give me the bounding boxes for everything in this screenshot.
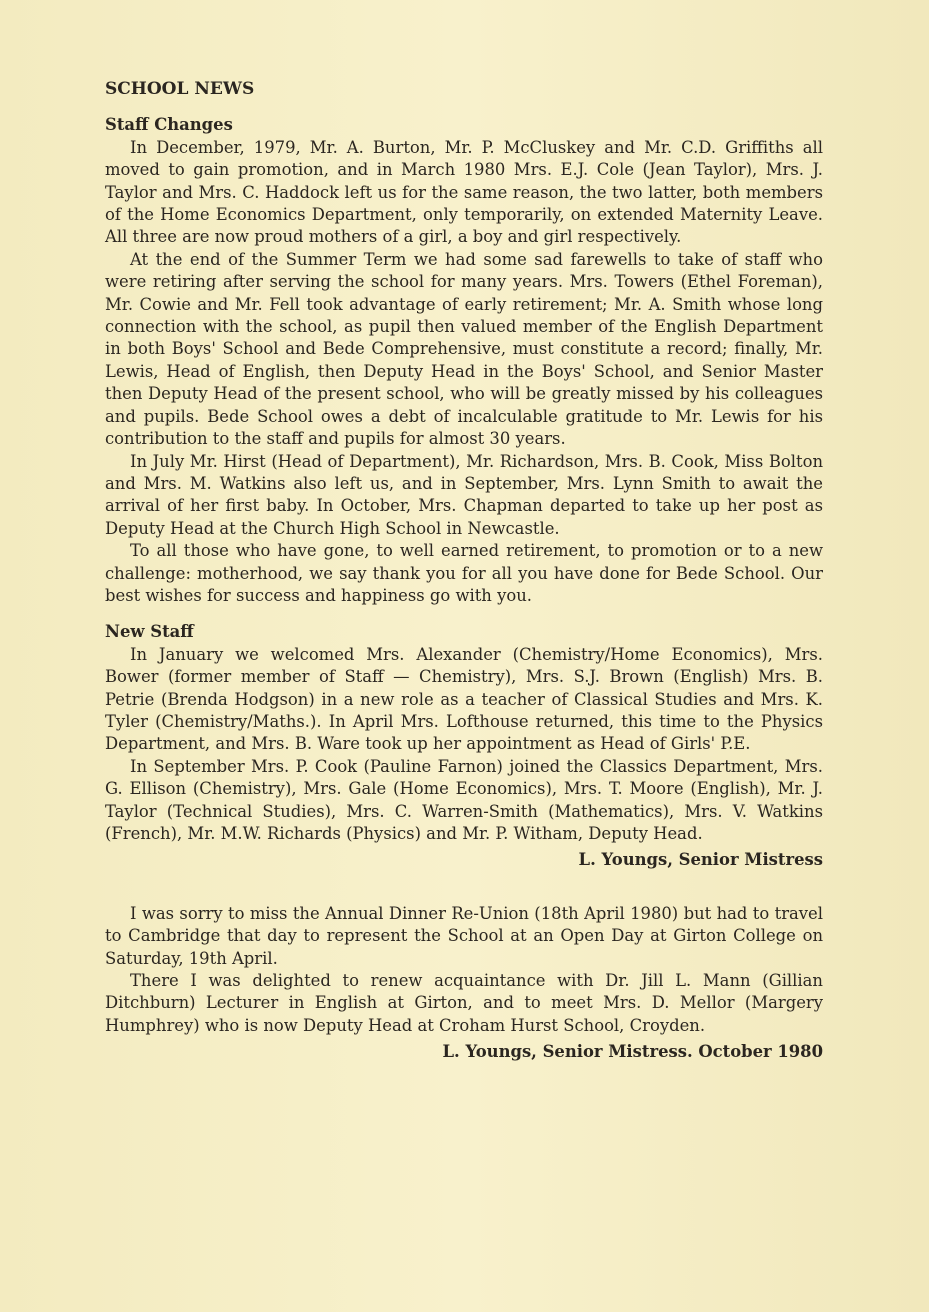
page-title: SCHOOL NEWS [105,79,255,99]
paragraph: At the end of the Summer Term we had some sad farewells to take of staff who were retiring after serving the school for many years. Mrs. Towers (Ethel Foreman), Mr. Cowie and Mr. Fell took advantage of early retirement; Mr. A. Smith whose long connection with the school, as pupil then valued member of the English Department in both Boys' School and Bede Comprehensive, must constitute a record; finally, Mr. Lewis, Head of English, then Deputy Head in the Boys' School, and Senior Master then Deputy Head of the present school, who will be greatly missed by his colleagues and pupils. Bede School owes a debt of incalculable gratitude to Mr. Lewis for his contribution to the staff and pupils for almost 30 years. [105,249,823,449]
paragraph: In December, 1979, Mr. A. Burton, Mr. P. McCluskey and Mr. C.D. Griffiths all moved to gain promotion, and in March 1980 Mrs. E.J. Cole (Jean Taylor), Mrs. J. Taylor and Mrs. C. Haddock left us for the same reason, the two latter, both members of the Home Economics Department, only temporarily, on extended Maternity Leave. All three are now proud mothers of a girl, a boy and girl respectively. [105,137,823,247]
paragraph: There I was delighted to renew acquaintance with Dr. Jill L. Mann (Gillian Ditchburn) Lecturer in English at Girton, and to meet Mrs. D. Mellor (Margery Humphrey) who is now Deputy Head at Croham Hurst School, Croyden. [105,971,823,1035]
paragraph: To all those who have gone, to well earned retirement, to promotion or to a new challenge: motherhood, we say thank you for all you have done for Bede School. Our best wishes for success and happiness go with you. [105,541,823,605]
paragraph: I was sorry to miss the Annual Dinner Re-Union (18th April 1980) but had to travel to Cambridge that day to represent the School at an Open Day at Girton College on Saturday, 19th April. [105,903,823,968]
signature: L. Youngs, Senior Mistress. October 1980 [442,1042,823,1062]
article [105,78,823,1064]
section-title-new-staff: New Staff [105,622,194,642]
paragraph: In July Mr. Hirst (Head of Department), Mr. Richardson, Mrs. B. Cook, Miss Bolton and Mrs. M. Watkins also left us, and in September, Mrs. Lynn Smith to await the arrival of her first baby. In October, Mrs. Chapman departed to take up her post as Deputy Head at the Church High School in Newcastle. [105,451,823,538]
paragraph: In September Mrs. P. Cook (Pauline Farnon) joined the Classics Department, Mrs. G. Ellison (Chemistry), Mrs. Gale (Home Economics), Mrs. T. Moore (English), Mr. J. Taylor (Technical Studies), Mrs. C. Warren-Smith (Mathematics), Mrs. V. Watkins (French), Mr. M.W. Richards (Physics) and Mr. P. Witham, Deputy Head. [105,756,823,843]
paragraph: In January we welcomed Mrs. Alexander (Chemistry/Home Economics), Mrs. Bower (former member of Staff — Chemistry), Mrs. S.J. Brown (English) Mrs. B. Petrie (Brenda Hodgson) in a new role as a teacher of Classical Studies and Mrs. K. Tyler (Chemistry/Maths.). In April Mrs. Lofthouse returned, this time to the Physics Department, and Mrs. B. Ware took up her appointment as Head of Girls' P.E. [105,644,823,754]
section-title-staff-changes: Staff Changes [105,115,233,135]
signature: L. Youngs, Senior Mistress [578,850,823,870]
